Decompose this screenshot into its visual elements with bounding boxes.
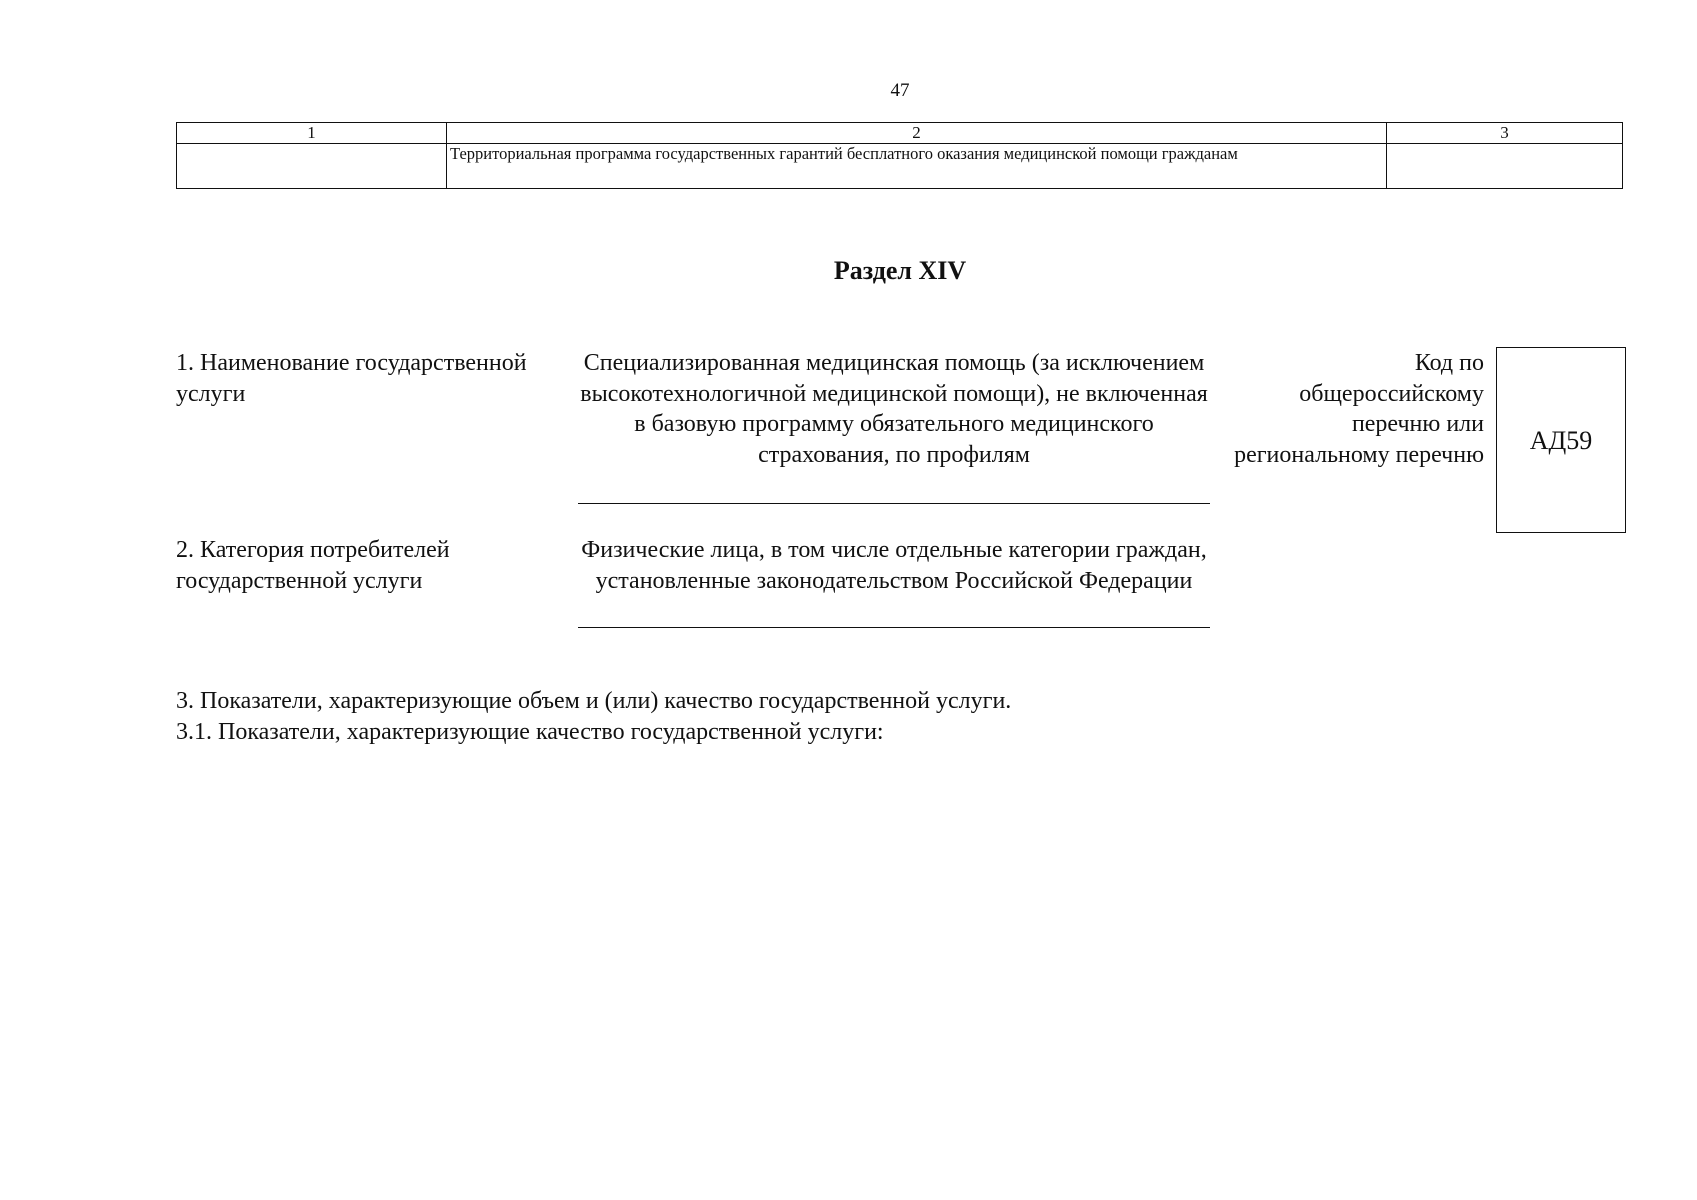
program-name-cell: Территориальная программа государственных гарантий бесплатного оказания медицинской помощи гражданам xyxy=(447,144,1387,189)
table-row xyxy=(177,144,1623,189)
page-number: 47 xyxy=(890,80,910,101)
code-box xyxy=(1496,347,1626,533)
table-cell-3 xyxy=(1387,144,1623,189)
code-value: АД59 xyxy=(1529,426,1593,455)
header-table xyxy=(176,122,1623,189)
service-name-underline xyxy=(578,503,1210,504)
column-number-1: 1 xyxy=(177,123,447,144)
paragraph-indicators: 3. Показатели, характеризующие объем и (или) качество государственной услуги. xyxy=(176,688,1012,714)
consumers-value: Физические лица, в том числе отдельные категории граждан, установленные законодательством Российской Федерации xyxy=(581,537,1207,594)
code-label: Код по общероссийскому перечню или региональному перечню xyxy=(1234,350,1484,468)
consumers-label: 2. Категория потребителей государственной услуги xyxy=(176,537,450,594)
section-title: Раздел XIV xyxy=(833,256,967,285)
table-cell-1 xyxy=(177,144,447,189)
paragraph-quality-indicators: 3.1. Показатели, характеризующие качество государственной услуги: xyxy=(176,719,884,745)
column-number-row xyxy=(177,123,1623,144)
service-name-value: Специализированная медицинская помощь (за исключением высокотехнологичной медицинской помощи), не включенная в базовую программу обязательного медицинского страхования, по профилям xyxy=(580,350,1208,468)
consumers-underline xyxy=(578,627,1210,628)
column-number-3: 3 xyxy=(1387,123,1623,144)
column-number-2: 2 xyxy=(447,123,1387,144)
service-name-label: 1. Наименование государственной услуги xyxy=(176,350,527,407)
